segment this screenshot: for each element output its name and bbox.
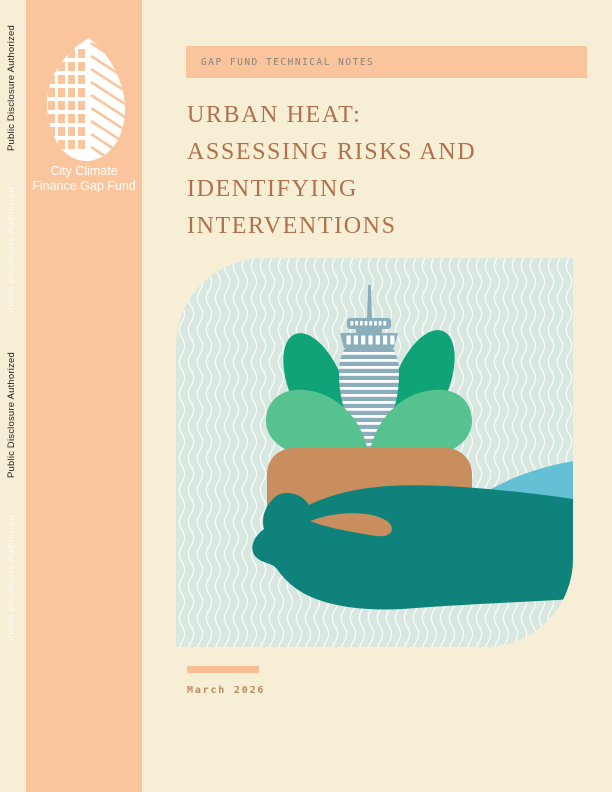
cover-illustration-svg bbox=[176, 258, 573, 647]
watermark-public-disclosure-3: Public Disclosure Authorized bbox=[6, 352, 17, 478]
series-banner bbox=[186, 46, 587, 78]
title-line-1: URBAN HEAT: bbox=[187, 102, 362, 128]
page-title bbox=[187, 97, 587, 245]
watermark-public-disclosure-2: Public Disclosure Authorized bbox=[6, 187, 17, 313]
sidebar-band bbox=[26, 0, 142, 792]
title-line-3: IDENTIFYING bbox=[187, 176, 358, 202]
gap-fund-leaf-logo-icon bbox=[46, 37, 126, 162]
logo-caption bbox=[26, 164, 142, 193]
cover-illustration bbox=[176, 258, 573, 647]
publication-date: March 2026 bbox=[187, 685, 266, 696]
watermark-public-disclosure-4: Public Disclosure Authorized bbox=[6, 515, 17, 641]
logo-caption-line1: City Climate bbox=[50, 164, 118, 178]
logo-caption-line2: Finance Gap Fund bbox=[32, 178, 136, 193]
series-banner-label: GAP FUND TECHNICAL NOTES bbox=[201, 56, 375, 68]
watermark-public-disclosure-1: Public Disclosure Authorized bbox=[6, 25, 17, 151]
title-line-4: INTERVENTIONS bbox=[187, 213, 397, 239]
title-line-2: ASSESSING RISKS AND bbox=[187, 139, 477, 165]
footer-rule bbox=[187, 666, 259, 673]
hand-graphic bbox=[252, 485, 573, 609]
